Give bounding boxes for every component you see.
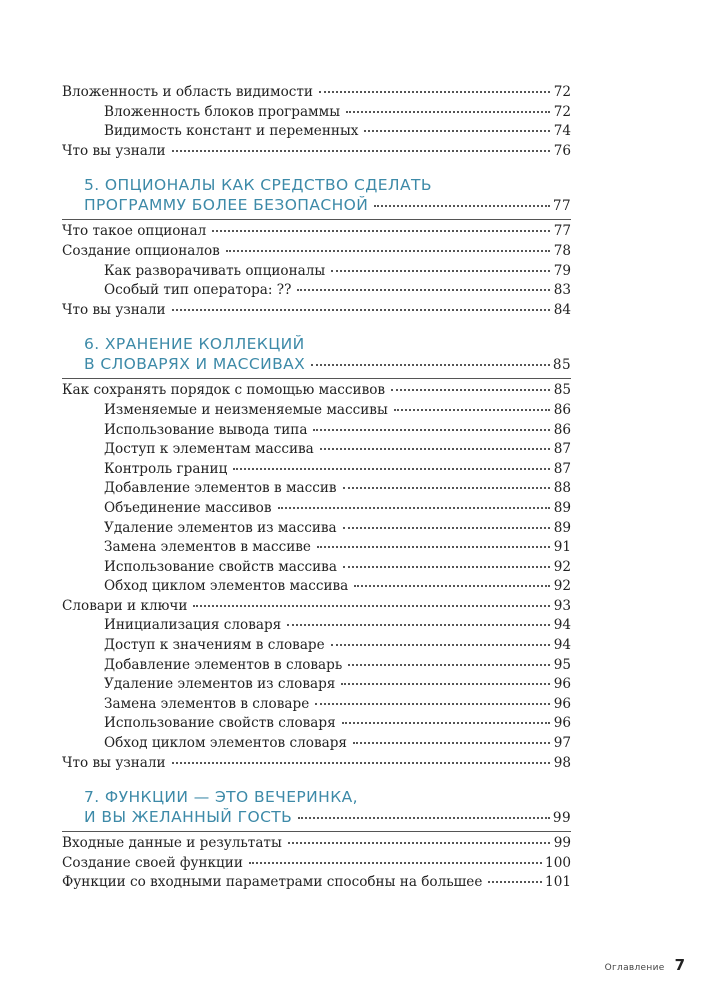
leader-dots xyxy=(172,308,550,311)
toc-entry-page: 85 xyxy=(553,382,571,399)
toc-entry-title: Доступ к значениям в словаре xyxy=(104,637,325,654)
leader-dots xyxy=(172,761,550,764)
toc-subentry[interactable] xyxy=(62,616,571,636)
chapter-7-title-line2: И ВЫ ЖЕЛАННЫЙ ГОСТЬ xyxy=(84,808,293,827)
chapter-7-page: 99 xyxy=(552,810,571,827)
toc-entry-title: Изменяемые и неизменяемые массивы xyxy=(104,401,388,418)
leader-dots xyxy=(488,880,542,883)
chapter-7-entries xyxy=(62,834,571,893)
leader-dots xyxy=(297,288,550,291)
toc-entry-page: 83 xyxy=(553,282,571,299)
toc-entry-title: Что вы узнали xyxy=(62,754,166,771)
toc-entry-page: 86 xyxy=(553,401,571,418)
leader-dots xyxy=(212,229,550,232)
toc-entry-page: 101 xyxy=(545,874,571,891)
chapter-5-title-line2: ПРОГРАММУ БОЛЕЕ БЕЗОПАСНОЙ xyxy=(84,196,369,215)
page-number: 7 xyxy=(674,956,685,974)
toc-entry-page: 84 xyxy=(553,301,571,318)
toc-subentry[interactable] xyxy=(62,499,571,519)
toc-subentry[interactable] xyxy=(62,262,571,282)
page-footer xyxy=(605,956,685,974)
toc-entry-page: 76 xyxy=(553,142,571,159)
leader-dots xyxy=(341,682,550,685)
toc-entry-title: Видимость констант и переменных xyxy=(104,123,359,140)
chapter-6-title-line2: В СЛОВАРЯХ И МАССИВАХ xyxy=(84,355,306,374)
chapter-7-heading[interactable] xyxy=(62,773,571,831)
toc-entry[interactable] xyxy=(62,381,571,401)
toc-entry-title: Замена элементов в словаре xyxy=(104,695,310,712)
leader-dots xyxy=(346,110,550,113)
toc-entry-page: 72 xyxy=(553,84,571,100)
toc-entry-title: Удаление элементов из словаря xyxy=(104,676,336,693)
leader-dots xyxy=(313,428,550,431)
toc-entry-title: Как сохранять порядок с помощью массивов xyxy=(62,382,386,399)
toc-entry-title: Инициализация словаря xyxy=(104,617,282,634)
toc-entry-page: 99 xyxy=(553,835,571,852)
toc-subentry[interactable] xyxy=(62,401,571,421)
leader-dots xyxy=(298,816,550,819)
toc-entry-page: 91 xyxy=(553,539,571,556)
toc-entry-page: 92 xyxy=(553,558,571,575)
toc-entry[interactable] xyxy=(62,242,571,262)
toc-entry-title: Создание своей функции xyxy=(62,854,243,871)
toc-entry-page: 93 xyxy=(553,597,571,614)
chapter-7-title-line1: 7. ФУНКЦИИ — ЭТО ВЕЧЕРИНКА, xyxy=(84,788,358,807)
toc-entry[interactable] xyxy=(62,83,571,103)
toc-subentry[interactable] xyxy=(62,281,571,301)
toc-entry-title: Что вы узнали xyxy=(62,142,166,159)
toc-subentry[interactable] xyxy=(62,519,571,539)
toc-entry-title: Использование свойств словаря xyxy=(104,715,336,732)
toc-entry[interactable] xyxy=(62,301,571,321)
leader-dots xyxy=(364,129,550,132)
leader-dots xyxy=(226,249,550,252)
leader-dots xyxy=(374,204,550,207)
chapter-5-title-line1: 5. ОПЦИОНАЛЫ КАК СРЕДСТВО СДЕЛАТЬ xyxy=(84,176,432,195)
toc-entry-page: 92 xyxy=(553,578,571,595)
toc-entry-title: Удаление элементов из массива xyxy=(104,519,337,536)
leader-dots xyxy=(319,90,550,93)
chapter-6-entries xyxy=(62,381,571,773)
toc-entry-title: Использование свойств массива xyxy=(104,558,337,575)
leader-dots xyxy=(394,408,550,411)
toc-entry[interactable] xyxy=(62,142,571,162)
chapter-5-heading[interactable] xyxy=(62,161,571,219)
toc-entry-title: Как разворачивать опционалы xyxy=(104,262,326,279)
toc-subentry[interactable] xyxy=(62,675,571,695)
toc-subentry[interactable] xyxy=(62,714,571,734)
leader-dots xyxy=(354,584,550,587)
toc-entry-title: Вложенность блоков программы xyxy=(104,103,341,120)
toc-subentry[interactable] xyxy=(62,656,571,676)
toc-entry-title: Словари и ключи xyxy=(62,597,188,614)
leader-dots xyxy=(348,663,550,666)
toc-entry-page: 96 xyxy=(553,695,571,712)
chapter-6-page: 85 xyxy=(552,357,571,374)
toc-entry-title: Вложенность и область видимости xyxy=(62,84,313,100)
toc-subentry[interactable] xyxy=(62,103,571,123)
leader-dots xyxy=(315,702,550,705)
leader-dots xyxy=(311,363,550,366)
toc-subentry[interactable] xyxy=(62,479,571,499)
toc-entry-page: 78 xyxy=(553,242,571,259)
toc-entry-page: 100 xyxy=(545,854,571,871)
leader-dots xyxy=(343,565,550,568)
toc-subentry[interactable] xyxy=(62,460,571,480)
toc-entry-page: 96 xyxy=(553,715,571,732)
toc-entry-page: 74 xyxy=(553,123,571,140)
toc-subentry[interactable] xyxy=(62,558,571,578)
leader-dots xyxy=(249,861,542,864)
toc-entry-page: 87 xyxy=(553,460,571,477)
toc-entry-title: Добавление элементов в массив xyxy=(104,480,337,497)
leader-dots xyxy=(193,604,550,607)
toc-entry-title: Что вы узнали xyxy=(62,301,166,318)
leader-dots xyxy=(331,269,550,272)
chapter-7-rule xyxy=(62,831,571,832)
toc-entry-page: 86 xyxy=(553,421,571,438)
toc-entry-page: 79 xyxy=(553,262,571,279)
footer-label: Оглавление xyxy=(604,963,665,973)
chapter-5-entries xyxy=(62,222,571,320)
toc-entry-title: Контроль границ xyxy=(104,460,228,477)
leader-dots xyxy=(288,841,550,844)
leader-dots xyxy=(343,526,550,529)
toc-entry-title: Доступ к элементам массива xyxy=(104,441,314,458)
toc-entry-page: 72 xyxy=(553,103,571,120)
toc-subentry[interactable] xyxy=(62,538,571,558)
chapter-6-title-line1: 6. ХРАНЕНИЕ КОЛЛЕКЦИЙ xyxy=(84,335,305,354)
toc-entry-page: 96 xyxy=(553,676,571,693)
toc-entry-title: Добавление элементов в словарь xyxy=(104,656,343,673)
toc-entry[interactable] xyxy=(62,854,571,874)
toc-entry-page: 97 xyxy=(553,735,571,752)
toc-entry-title: Создание опционалов xyxy=(62,242,220,259)
toc-entry-title: Особый тип оператора: ?? xyxy=(104,282,292,299)
leader-dots xyxy=(391,388,550,391)
toc-entry-page: 89 xyxy=(553,519,571,536)
leader-dots xyxy=(233,467,550,470)
toc-entry-page: 98 xyxy=(553,754,571,771)
leader-dots xyxy=(343,486,550,489)
leader-dots xyxy=(287,623,550,626)
table-of-contents xyxy=(62,83,571,893)
leader-dots xyxy=(342,721,550,724)
toc-entry-title: Функции со входными параметрами способны на большее xyxy=(62,874,483,891)
toc-entry[interactable] xyxy=(62,873,571,893)
toc-subentry[interactable] xyxy=(62,734,571,754)
toc-subentry[interactable] xyxy=(62,577,571,597)
chapter-5-page: 77 xyxy=(552,198,571,215)
toc-entry-page: 94 xyxy=(553,637,571,654)
leader-dots xyxy=(278,506,551,509)
toc-subentry[interactable] xyxy=(62,122,571,142)
leader-dots xyxy=(320,447,550,450)
leader-dots xyxy=(353,741,550,744)
toc-entry-title: Входные данные и результаты xyxy=(62,835,282,852)
toc-entry-title: Обход циклом элементов словаря xyxy=(104,735,348,752)
toc-entry[interactable] xyxy=(62,222,571,242)
toc-entry[interactable] xyxy=(62,754,571,774)
toc-entry-page: 87 xyxy=(553,441,571,458)
toc-subentry[interactable] xyxy=(62,440,571,460)
toc-entry-page: 89 xyxy=(553,499,571,516)
toc-entry-title: Использование вывода типа xyxy=(104,421,308,438)
toc-entry-title: Замена элементов в массиве xyxy=(104,539,311,556)
leader-dots xyxy=(331,643,550,646)
chapter-5-rule xyxy=(62,219,571,220)
toc-subentry[interactable] xyxy=(62,695,571,715)
chapter-6-rule xyxy=(62,378,571,379)
toc-entry-title: Обход циклом элементов массива xyxy=(104,578,349,595)
toc-entry-page: 94 xyxy=(553,617,571,634)
leader-dots xyxy=(317,545,550,548)
leader-dots xyxy=(172,149,550,152)
toc-subentry[interactable] xyxy=(62,421,571,441)
toc-entry-page: 77 xyxy=(553,223,571,240)
toc-entry-title: Объединение массивов xyxy=(104,499,272,516)
toc-entry-title: Что такое опционал xyxy=(62,223,207,240)
toc-entry-page: 95 xyxy=(553,656,571,673)
toc-entry[interactable] xyxy=(62,597,571,617)
toc-subentry[interactable] xyxy=(62,636,571,656)
chapter-6-heading[interactable] xyxy=(62,320,571,378)
intro-entries xyxy=(62,83,571,161)
toc-entry[interactable] xyxy=(62,834,571,854)
toc-entry-page: 88 xyxy=(553,480,571,497)
